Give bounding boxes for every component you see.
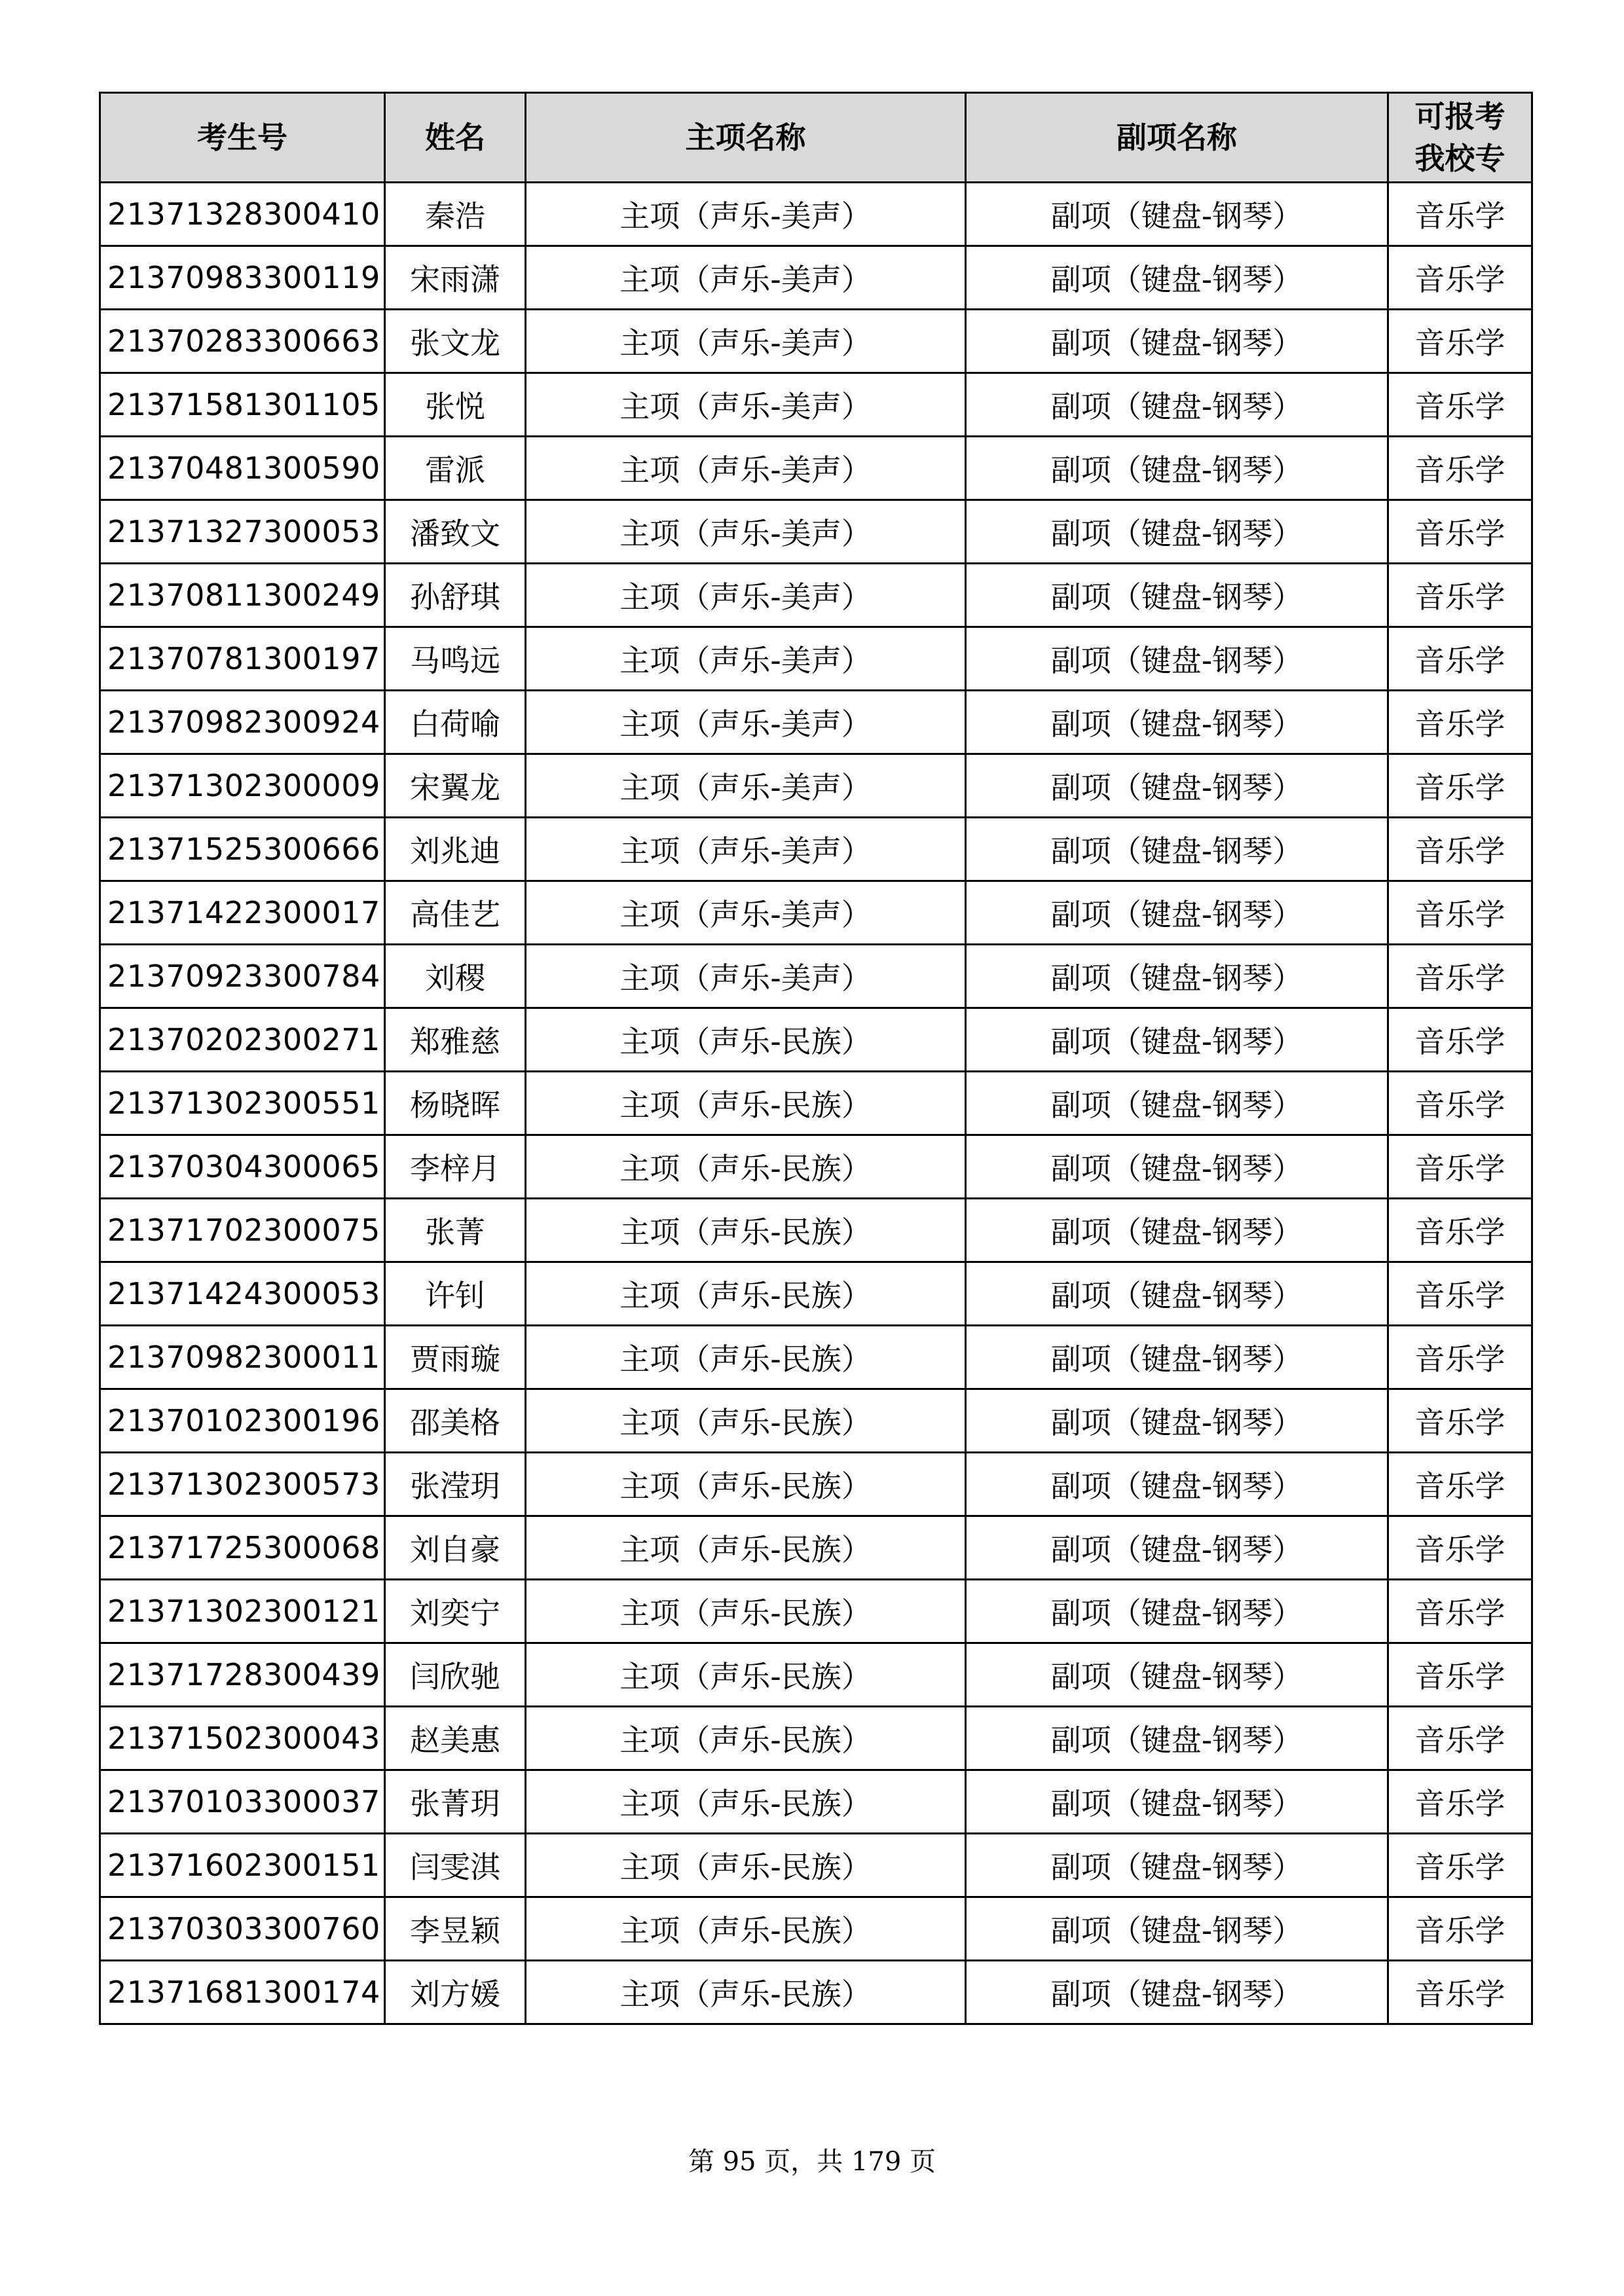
minor-item-cell: 副项（键盘-钢琴） (966, 564, 1388, 627)
eligible-major-cell: 音乐学 (1388, 310, 1532, 373)
minor-item-cell: 副项（键盘-钢琴） (966, 1389, 1388, 1453)
exam-no-cell: 21371302300573 (100, 1453, 385, 1516)
minor-item-cell: 副项（键盘-钢琴） (966, 500, 1388, 564)
minor-item-cell: 副项（键盘-钢琴） (966, 1262, 1388, 1326)
eligible-major-cell: 音乐学 (1388, 1580, 1532, 1643)
major-item-cell: 主项（声乐-美声） (526, 310, 966, 373)
table-row (100, 1262, 1532, 1326)
minor-item-cell: 副项（键盘-钢琴） (966, 627, 1388, 691)
minor-item-cell: 副项（键盘-钢琴） (966, 1135, 1388, 1199)
major-item-cell: 主项（声乐-美声） (526, 754, 966, 818)
eligible-major-cell: 音乐学 (1388, 183, 1532, 246)
eligible-major-cell: 音乐学 (1388, 246, 1532, 310)
name-cell: 邵美格 (385, 1389, 526, 1453)
table-body (100, 183, 1532, 2024)
minor-item-cell: 副项（键盘-钢琴） (966, 183, 1388, 246)
eligible-major-cell: 音乐学 (1388, 627, 1532, 691)
minor-item-cell: 副项（键盘-钢琴） (966, 1008, 1388, 1072)
major-item-cell: 主项（声乐-民族） (526, 1897, 966, 1961)
table-row (100, 1897, 1532, 1961)
major-item-cell: 主项（声乐-民族） (526, 1516, 966, 1580)
eligible-major-cell: 音乐学 (1388, 1770, 1532, 1834)
table-row (100, 564, 1532, 627)
major-item-cell: 主项（声乐-美声） (526, 818, 966, 881)
header-exam-no: 考生号 (100, 93, 385, 183)
name-cell: 闫欣驰 (385, 1643, 526, 1707)
exam-no-cell: 21370103300037 (100, 1770, 385, 1834)
major-item-cell: 主项（声乐-民族） (526, 1453, 966, 1516)
name-cell: 雷派 (385, 437, 526, 500)
exam-no-cell: 21370102300196 (100, 1389, 385, 1453)
minor-item-cell: 副项（键盘-钢琴） (966, 1580, 1388, 1643)
table-row (100, 500, 1532, 564)
name-cell: 秦浩 (385, 183, 526, 246)
minor-item-cell: 副项（键盘-钢琴） (966, 1516, 1388, 1580)
major-item-cell: 主项（声乐-民族） (526, 1834, 966, 1897)
header-minor-item: 副项名称 (966, 93, 1388, 183)
exam-no-cell: 21370304300065 (100, 1135, 385, 1199)
table-row (100, 1326, 1532, 1389)
name-cell: 孙舒琪 (385, 564, 526, 627)
table-row (100, 1389, 1532, 1453)
exam-no-cell: 21371302300551 (100, 1072, 385, 1135)
exam-no-cell: 21371302300121 (100, 1580, 385, 1643)
name-cell: 贾雨璇 (385, 1326, 526, 1389)
name-cell: 白荷喻 (385, 691, 526, 754)
eligible-major-cell: 音乐学 (1388, 373, 1532, 437)
minor-item-cell: 副项（键盘-钢琴） (966, 310, 1388, 373)
minor-item-cell: 副项（键盘-钢琴） (966, 246, 1388, 310)
header-eligible-major (1388, 93, 1532, 183)
exam-no-cell: 21371725300068 (100, 1516, 385, 1580)
eligible-major-cell: 音乐学 (1388, 564, 1532, 627)
minor-item-cell: 副项（键盘-钢琴） (966, 1707, 1388, 1770)
exam-no-cell: 21371327300053 (100, 500, 385, 564)
table-row (100, 1580, 1532, 1643)
eligible-major-cell: 音乐学 (1388, 1643, 1532, 1707)
header-name: 姓名 (385, 93, 526, 183)
header-eligible-line-2: 我校专 (1414, 141, 1505, 176)
eligible-major-cell: 音乐学 (1388, 1389, 1532, 1453)
exam-no-cell: 21370202300271 (100, 1008, 385, 1072)
table-row (100, 754, 1532, 818)
exam-no-cell: 21370481300590 (100, 437, 385, 500)
eligible-major-cell: 音乐学 (1388, 1897, 1532, 1961)
table-header-row (100, 93, 1532, 183)
major-item-cell: 主项（声乐-美声） (526, 691, 966, 754)
major-item-cell: 主项（声乐-美声） (526, 183, 966, 246)
name-cell: 刘兆迪 (385, 818, 526, 881)
eligible-major-cell: 音乐学 (1388, 1453, 1532, 1516)
name-cell: 潘致文 (385, 500, 526, 564)
exam-no-cell: 21370983300119 (100, 246, 385, 310)
name-cell: 杨晓晖 (385, 1072, 526, 1135)
table-row (100, 1072, 1532, 1135)
eligible-major-cell: 音乐学 (1388, 945, 1532, 1008)
exam-no-cell: 21371422300017 (100, 881, 385, 945)
table-row (100, 373, 1532, 437)
minor-item-cell: 副项（键盘-钢琴） (966, 1199, 1388, 1262)
eligible-major-cell: 音乐学 (1388, 1135, 1532, 1199)
table-row (100, 1135, 1532, 1199)
header-major-item: 主项名称 (526, 93, 966, 183)
minor-item-cell: 副项（键盘-钢琴） (966, 1897, 1388, 1961)
minor-item-cell: 副项（键盘-钢琴） (966, 691, 1388, 754)
exam-no-cell: 21370811300249 (100, 564, 385, 627)
major-item-cell: 主项（声乐-美声） (526, 373, 966, 437)
major-item-cell: 主项（声乐-民族） (526, 1135, 966, 1199)
major-item-cell: 主项（声乐-美声） (526, 246, 966, 310)
name-cell: 闫雯淇 (385, 1834, 526, 1897)
name-cell: 许钊 (385, 1262, 526, 1326)
major-item-cell: 主项（声乐-美声） (526, 881, 966, 945)
table-row (100, 310, 1532, 373)
admission-list-table-container (99, 92, 1531, 2025)
name-cell: 宋翼龙 (385, 754, 526, 818)
table-row (100, 1516, 1532, 1580)
eligible-major-cell: 音乐学 (1388, 1262, 1532, 1326)
minor-item-cell: 副项（键盘-钢琴） (966, 1961, 1388, 2024)
table-row (100, 691, 1532, 754)
major-item-cell: 主项（声乐-民族） (526, 1707, 966, 1770)
exam-no-cell: 21371681300174 (100, 1961, 385, 2024)
name-cell: 郑雅慈 (385, 1008, 526, 1072)
minor-item-cell: 副项（键盘-钢琴） (966, 1643, 1388, 1707)
major-item-cell: 主项（声乐-民族） (526, 1389, 966, 1453)
eligible-major-cell: 音乐学 (1388, 1516, 1532, 1580)
page-footer: 第 95 页，共 179 页 (688, 2147, 936, 2177)
table-row (100, 818, 1532, 881)
eligible-major-cell: 音乐学 (1388, 754, 1532, 818)
table-row (100, 1961, 1532, 2024)
major-item-cell: 主项（声乐-民族） (526, 1770, 966, 1834)
exam-no-cell: 21371581301105 (100, 373, 385, 437)
name-cell: 赵美惠 (385, 1707, 526, 1770)
minor-item-cell: 副项（键盘-钢琴） (966, 1326, 1388, 1389)
minor-item-cell: 副项（键盘-钢琴） (966, 1834, 1388, 1897)
exam-no-cell: 21370982300924 (100, 691, 385, 754)
eligible-major-cell: 音乐学 (1388, 1008, 1532, 1072)
eligible-major-cell: 音乐学 (1388, 437, 1532, 500)
minor-item-cell: 副项（键盘-钢琴） (966, 1072, 1388, 1135)
major-item-cell: 主项（声乐-民族） (526, 1961, 966, 2024)
minor-item-cell: 副项（键盘-钢琴） (966, 754, 1388, 818)
table-row (100, 881, 1532, 945)
minor-item-cell: 副项（键盘-钢琴） (966, 1770, 1388, 1834)
table-row (100, 1008, 1532, 1072)
table-row (100, 1453, 1532, 1516)
eligible-major-cell: 音乐学 (1388, 818, 1532, 881)
major-item-cell: 主项（声乐-美声） (526, 500, 966, 564)
name-cell: 张菁玥 (385, 1770, 526, 1834)
eligible-major-cell: 音乐学 (1388, 1707, 1532, 1770)
exam-no-cell: 21371502300043 (100, 1707, 385, 1770)
table-row (100, 627, 1532, 691)
exam-no-cell: 21370982300011 (100, 1326, 385, 1389)
major-item-cell: 主项（声乐-美声） (526, 627, 966, 691)
eligible-major-cell: 音乐学 (1388, 1199, 1532, 1262)
minor-item-cell: 副项（键盘-钢琴） (966, 437, 1388, 500)
name-cell: 李梓月 (385, 1135, 526, 1199)
minor-item-cell: 副项（键盘-钢琴） (966, 1453, 1388, 1516)
name-cell: 张滢玥 (385, 1453, 526, 1516)
eligible-major-cell: 音乐学 (1388, 1961, 1532, 2024)
table-row (100, 1199, 1532, 1262)
table-row (100, 945, 1532, 1008)
exam-no-cell: 21370303300760 (100, 1897, 385, 1961)
name-cell: 张文龙 (385, 310, 526, 373)
header-eligible-line-1: 可报考 (1414, 99, 1505, 134)
table-row (100, 183, 1532, 246)
exam-no-cell: 21371302300009 (100, 754, 385, 818)
name-cell: 刘稷 (385, 945, 526, 1008)
major-item-cell: 主项（声乐-美声） (526, 945, 966, 1008)
name-cell: 李昱颖 (385, 1897, 526, 1961)
name-cell: 高佳艺 (385, 881, 526, 945)
table-row (100, 246, 1532, 310)
table-row (100, 1707, 1532, 1770)
major-item-cell: 主项（声乐-民族） (526, 1643, 966, 1707)
exam-no-cell: 21370781300197 (100, 627, 385, 691)
major-item-cell: 主项（声乐-民族） (526, 1580, 966, 1643)
exam-no-cell: 21370923300784 (100, 945, 385, 1008)
exam-no-cell: 21371424300053 (100, 1262, 385, 1326)
major-item-cell: 主项（声乐-民族） (526, 1199, 966, 1262)
exam-no-cell: 21371602300151 (100, 1834, 385, 1897)
eligible-major-cell: 音乐学 (1388, 881, 1532, 945)
major-item-cell: 主项（声乐-民族） (526, 1072, 966, 1135)
major-item-cell: 主项（声乐-民族） (526, 1262, 966, 1326)
admission-list-table (99, 92, 1533, 2025)
eligible-major-cell: 音乐学 (1388, 1072, 1532, 1135)
exam-no-cell: 21370283300663 (100, 310, 385, 373)
table-row (100, 1834, 1532, 1897)
major-item-cell: 主项（声乐-民族） (526, 1326, 966, 1389)
major-item-cell: 主项（声乐-民族） (526, 1008, 966, 1072)
exam-no-cell: 21371525300666 (100, 818, 385, 881)
name-cell: 宋雨潇 (385, 246, 526, 310)
major-item-cell: 主项（声乐-美声） (526, 564, 966, 627)
exam-no-cell: 21371702300075 (100, 1199, 385, 1262)
name-cell: 张菁 (385, 1199, 526, 1262)
name-cell: 张悦 (385, 373, 526, 437)
table-row (100, 1770, 1532, 1834)
exam-no-cell: 21371328300410 (100, 183, 385, 246)
table-row (100, 437, 1532, 500)
exam-no-cell: 21371728300439 (100, 1643, 385, 1707)
minor-item-cell: 副项（键盘-钢琴） (966, 373, 1388, 437)
name-cell: 刘方媛 (385, 1961, 526, 2024)
eligible-major-cell: 音乐学 (1388, 1834, 1532, 1897)
minor-item-cell: 副项（键盘-钢琴） (966, 818, 1388, 881)
name-cell: 马鸣远 (385, 627, 526, 691)
eligible-major-cell: 音乐学 (1388, 691, 1532, 754)
minor-item-cell: 副项（键盘-钢琴） (966, 945, 1388, 1008)
minor-item-cell: 副项（键盘-钢琴） (966, 881, 1388, 945)
name-cell: 刘奕宁 (385, 1580, 526, 1643)
major-item-cell: 主项（声乐-美声） (526, 437, 966, 500)
eligible-major-cell: 音乐学 (1388, 1326, 1532, 1389)
eligible-major-cell: 音乐学 (1388, 500, 1532, 564)
name-cell: 刘自豪 (385, 1516, 526, 1580)
table-row (100, 1643, 1532, 1707)
